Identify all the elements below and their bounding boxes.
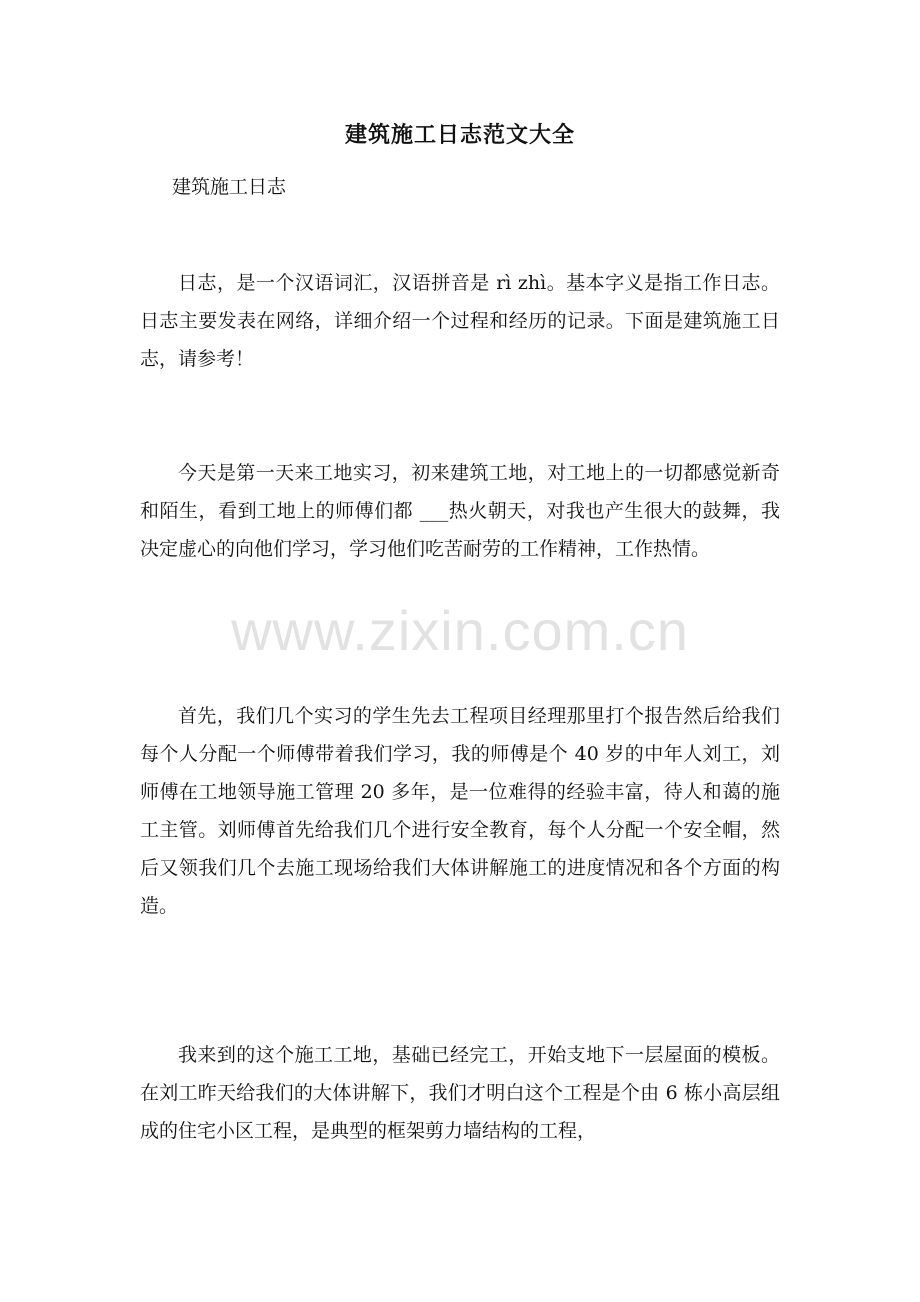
watermark: www.zixin.com.cn (231, 599, 689, 662)
section-subtitle: 建筑施工日志 (172, 176, 287, 198)
paragraph-intro: 日志，是一个汉语词汇，汉语拼音是 rì zhì。基本字义是指工作日志。日志主要发表在网络，详细介绍一个过程和经历的记录。下面是建筑施工日志，请参考！ (140, 272, 780, 370)
paragraph-first-day: 今天是第一天来工地实习，初来建筑工地，对工地上的一切都感觉新奇和陌生，看到工地上的师傅们都 ___热火朝天，对我也产生很大的鼓舞，我决定虚心的向他们学习，学习他们吃苦耐劳的工作精神，工作热情。 (140, 462, 780, 560)
paragraph-site: 我来到的这个施工工地，基础已经完工，开始支地下一层屋面的模板。在刘工昨天给我们的大体讲解下，我们才明白这个工程是个由 6 栋小高层组成的住宅小区工程，是典型的框架剪力墙结构的工程， (140, 1044, 780, 1142)
page-title: 建筑施工日志范文大全 (344, 122, 575, 148)
paragraph-mentor: 首先，我们几个实习的学生先去工程项目经理那里打个报告然后给我们每个人分配一个师傅带着我们学习，我的师傅是个 40 岁的中年人刘工，刘师傅在工地领导施工管理 20 多年，是一位难得的经验丰富，待人和蔼的施工主管。刘师傅首先给我们几个进行安全教育，每个人分配一个安全帽，然后又领我们几个去施工现场给我们大体讲解施工的进度情况和各个方面的构造。 (140, 705, 780, 917)
